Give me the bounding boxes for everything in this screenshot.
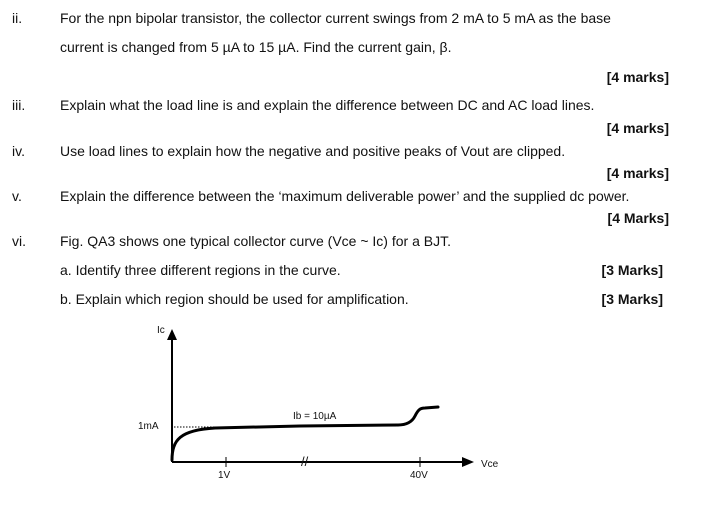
question-ii-marks: [4 marks] <box>606 69 669 85</box>
x-axis-arrowhead <box>462 457 474 467</box>
question-iv-text: Use load lines to explain how the negative and positive peaks of Vout are clipped. <box>60 143 566 159</box>
question-vi-part-b: b. Explain which region should be used for amplification. <box>60 291 409 307</box>
question-number-iii: iii. <box>12 97 26 113</box>
question-number-v: v. <box>12 188 22 204</box>
question-number-vi: vi. <box>12 233 26 249</box>
question-vi-part-b-marks: [3 Marks] <box>601 291 663 307</box>
question-number-iv: iv. <box>12 143 25 159</box>
axis-break-symbol: // <box>301 454 309 469</box>
question-iv-marks: [4 marks] <box>606 165 669 181</box>
y-axis-label: Ic <box>157 325 165 336</box>
x-axis-label: Vce <box>481 459 499 470</box>
question-vi-part-a-marks: [3 Marks] <box>601 262 663 278</box>
question-v-text: Explain the difference between the ‘maximum deliverable power’ and the supplied dc power. <box>60 188 630 204</box>
y-tick-label-1ma: 1mA <box>138 421 159 432</box>
question-ii-text-line-2: current is changed from 5 µA to 15 µA. Find the current gain, β. <box>60 39 452 55</box>
y-axis-arrowhead <box>167 329 177 340</box>
question-iii-text: Explain what the load line is and explain the difference between DC and AC load lines. <box>60 97 595 113</box>
x-tick-label-40v: 40V <box>410 470 428 481</box>
question-v-marks: [4 Marks] <box>607 210 669 226</box>
question-ii-text-line-1: For the npn bipolar transistor, the collector current swings from 2 mA to 5 mA as the base <box>60 10 611 26</box>
question-number-ii: ii. <box>12 10 23 26</box>
x-tick-label-1v: 1V <box>218 470 231 481</box>
curve-label: Ib = 10µA <box>293 411 337 422</box>
question-iii-marks: [4 marks] <box>606 120 669 136</box>
question-vi-text: Fig. QA3 shows one typical collector curve (Vce ~ Ic) for a BJT. <box>60 233 451 249</box>
question-vi-part-a: a. Identify three different regions in the curve. <box>60 262 341 278</box>
